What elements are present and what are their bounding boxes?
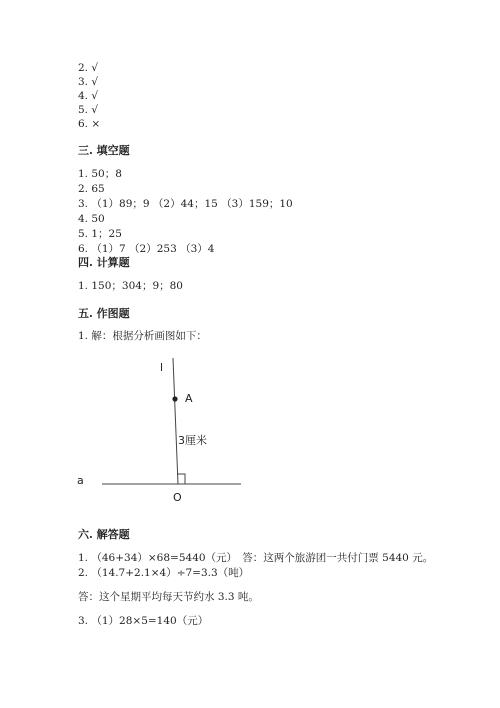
- fill-answer-3: 3. （1）89；9 （2）44；15 （3）159；10: [78, 198, 293, 210]
- label-point-a: A: [185, 392, 193, 405]
- fill-answer-5: 5. 1；25: [78, 228, 122, 240]
- drawing-intro: 1. 解：根据分析画图如下：: [78, 330, 207, 342]
- solution-answer-1: 1. （46+34）×68=5440（元） 答：这两个旅游团一共付门票 5440 元。: [78, 552, 434, 564]
- point-a: [172, 396, 177, 401]
- fill-answer-2: 2. 65: [78, 183, 105, 195]
- solution-answer-3: 3. （1）28×5=140（元）: [78, 615, 209, 627]
- label-length: 3厘米: [178, 434, 207, 447]
- solution-answer-2-reply: 答：这个星期平均每天节约水 3.3 吨。: [78, 591, 259, 603]
- fill-answer-4: 4. 50: [78, 213, 105, 225]
- fill-answer-1: 1. 50；8: [78, 168, 122, 180]
- calc-answer-1: 1. 150；304；9；80: [78, 280, 183, 292]
- judge-answer-5: 5. √: [78, 104, 99, 116]
- section-heading-drawing: 五. 作图题: [78, 307, 130, 320]
- judge-answer-4: 4. √: [78, 90, 99, 102]
- judge-answer-6: 6. ×: [78, 118, 101, 130]
- judge-answer-2: 2. √: [78, 62, 99, 74]
- label-o: O: [173, 491, 182, 504]
- fill-answer-6: 6. （1）7 （2）253 （3）4: [78, 243, 215, 255]
- section-heading-fill-blank: 三. 填空题: [78, 144, 130, 157]
- section-heading-solutions: 六. 解答题: [78, 528, 130, 541]
- judge-answer-3: 3. √: [78, 76, 99, 88]
- label-line-a: a: [77, 474, 84, 487]
- line-l: [173, 358, 178, 484]
- perpendicular-figure: [0, 350, 500, 510]
- label-l: l: [160, 361, 164, 374]
- solution-answer-2: 2. （14.7+2.1×4）÷7=3.3（吨）: [78, 567, 250, 579]
- section-heading-calculation: 四. 计算题: [78, 256, 130, 269]
